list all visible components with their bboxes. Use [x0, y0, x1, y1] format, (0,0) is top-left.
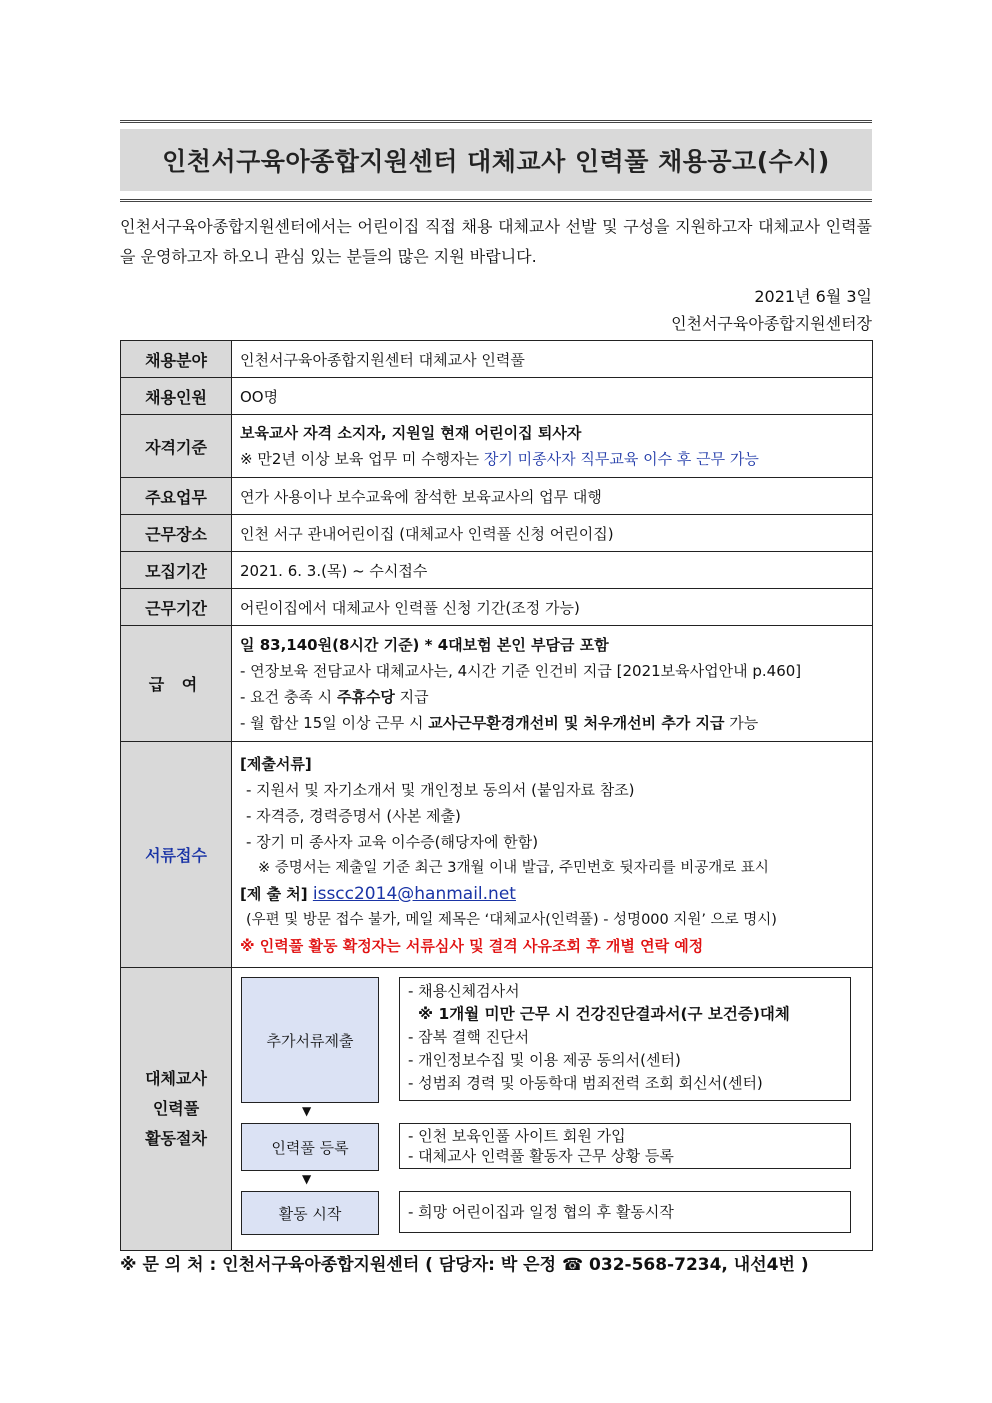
- step-1-detail-2: ※ 1개월 미만 근무 시 건강진단결과서(구 보건증)대체: [418, 1005, 790, 1023]
- qualification-note: [240, 446, 864, 472]
- step-1-name: 추가서류제출: [266, 1031, 354, 1050]
- step-2-detail-2: - 대체교사 인력풀 활동자 근무 상황 등록: [408, 1147, 674, 1165]
- arrow-down-icon: ▼: [302, 1104, 312, 1118]
- salary-weekly-prefix: - 요건 충족 시: [240, 687, 337, 706]
- label-duty: 주요업무: [121, 478, 232, 515]
- value-procedure: [232, 968, 873, 1251]
- row-headcount: [121, 378, 873, 415]
- value-duty: 연가 사용이나 보수교육에 참석한 보육교사의 업무 대행: [232, 478, 873, 515]
- step-2-name: 인력풀 등록: [271, 1138, 349, 1157]
- step-1-detail-1: - 채용신체검사서: [408, 982, 520, 1000]
- salary-bonus-bold: 교사근무환경개선비 및 처우개선비 추가 지급: [428, 713, 725, 732]
- salary-note-extended: - 연장보육 전담교사 대체교사는, 4시간 기준 인건비 지급 [2021보육사업안내 p.460]: [240, 661, 802, 680]
- contact-footer: ※ 문 의 처 : 인천서구육아종합지원센터 ( 담당자: 박 은정 ☎ 032-568-7234, 내선4번 ): [120, 1255, 809, 1275]
- row-duty: [121, 478, 873, 515]
- row-recruit-period: [121, 552, 873, 589]
- step-1-detail-5: - 성범죄 경력 및 아동학대 범죄전력 조회 회신서(센터): [408, 1074, 763, 1092]
- documents-email-link[interactable]: isscc2014@hanmail.net: [312, 883, 516, 904]
- label-work-period: 근무기간: [121, 589, 232, 626]
- label-recruit-period: 모집기간: [121, 552, 232, 589]
- row-procedure: [121, 968, 873, 1251]
- row-qualification: [121, 415, 873, 478]
- value-location: 인천 서구 관내어린이집 (대체교사 인력풀 신청 어린이집): [232, 515, 873, 552]
- salary-main: 일 83,140원(8시간 기준) * 4대보험 본인 부담금 포함: [240, 635, 609, 654]
- salary-note-weekly: [240, 684, 864, 710]
- salary-bonus-suffix: 가능: [724, 713, 759, 732]
- salary-bonus-prefix: - 월 합산 15일 이상 근무 시: [240, 713, 429, 732]
- procedure-label-2: 인력풀: [152, 1099, 200, 1118]
- row-field: [121, 341, 873, 378]
- step-3-name: 활동 시작: [278, 1204, 342, 1223]
- procedure-label-3: 활동절차: [145, 1129, 207, 1148]
- qualification-note-prefix: ※ 만2년 이상 보육 업무 미 수행자는: [240, 450, 484, 468]
- issuing-organization: 인천서구육아종합지원센터장: [671, 314, 872, 333]
- label-headcount: 채용인원: [121, 378, 232, 415]
- documents-item-3: - 장기 미 종사자 교육 이수증(해당자에 한함): [246, 832, 539, 851]
- documents-submit-note: (우편 및 방문 접수 불가, 메일 제목은 ‘대체교사(인력풀) - 성명000 지원’ 으로 명시): [246, 911, 777, 928]
- row-documents: [121, 742, 873, 968]
- procedure-flow: [232, 968, 872, 1250]
- step-2-detail-1: - 인천 보육인풀 사이트 회원 가입: [408, 1127, 626, 1145]
- row-work-period: [121, 589, 873, 626]
- documents-warning: ※ 인력풀 활동 확정자는 서류심사 및 결격 사유조회 후 개별 연락 예정: [240, 936, 704, 955]
- intro-paragraph: 인천서구육아종합지원센터에서는 어린이집 직접 채용 대체교사 선발 및 구성을 지원하고자 대체교사 인력풀을 운영하고자 하오니 관심 있는 분들의 많은 지원 바랍니다.: [120, 217, 872, 266]
- label-location: 근무장소: [121, 515, 232, 552]
- step-2-box: [241, 1123, 379, 1171]
- value-documents: [232, 742, 873, 968]
- step-1-box: [241, 977, 379, 1103]
- title-band: [120, 129, 872, 191]
- procedure-label-1: 대체교사: [145, 1069, 207, 1088]
- label-procedure: [121, 968, 232, 1251]
- label-salary: 급 여: [121, 626, 232, 742]
- salary-weekly-bold: 주휴수당: [336, 687, 395, 706]
- row-salary: [121, 626, 873, 742]
- step-3-detail-1: - 희망 어린이집과 일정 협의 후 활동시작: [408, 1202, 674, 1221]
- salary-weekly-suffix: 지급: [394, 687, 429, 706]
- step-1-detail-4: - 개인정보수집 및 이용 제공 동의서(센터): [408, 1051, 681, 1069]
- documents-item-2: - 자격증, 경력증명서 (사본 제출): [246, 806, 461, 825]
- documents-item-1: - 지원서 및 자기소개서 및 개인정보 동의서 (붙임자료 참조): [246, 780, 635, 799]
- qualification-note-highlight: 장기 미종사자 직무교육 이수 후 근무 가능: [483, 450, 759, 468]
- step-3-box: [241, 1191, 379, 1235]
- label-field: 채용분야: [121, 341, 232, 378]
- title-frame: [120, 120, 872, 202]
- value-qualification: [232, 415, 873, 478]
- documents-note: ※ 증명서는 제출일 기준 최근 3개월 이내 발급, 주민번호 뒷자리를 비공개로 표시: [258, 859, 769, 876]
- recruitment-table: [120, 340, 873, 1251]
- step-1-details: [399, 977, 851, 1101]
- value-field: 인천서구육아종합지원센터 대체교사 인력풀: [232, 341, 873, 378]
- value-headcount: OO명: [232, 378, 873, 415]
- row-location: [121, 515, 873, 552]
- documents-submit: [240, 881, 864, 907]
- step-1-detail-3: - 잠복 결핵 진단서: [408, 1028, 530, 1046]
- salary-note-bonus: [240, 710, 864, 736]
- documents-submit-label: [제 출 처]: [240, 884, 313, 903]
- page-title: 인천서구육아종합지원센터 대체교사 인력풀 채용공고(수시): [162, 147, 830, 176]
- value-recruit-period: 2021. 6. 3.(목) ~ 수시접수: [232, 552, 873, 589]
- arrow-down-icon: ▼: [302, 1172, 312, 1186]
- documents-heading: [제출서류]: [240, 754, 312, 773]
- step-3-details: [399, 1191, 851, 1233]
- notice-date: 2021년 6월 3일: [754, 287, 872, 306]
- step-2-details: [399, 1123, 851, 1169]
- label-qualification: 자격기준: [121, 415, 232, 478]
- qualification-main: 보육교사 자격 소지자, 지원일 현재 어린이집 퇴사자: [240, 424, 582, 442]
- label-documents: 서류접수: [121, 742, 232, 968]
- value-salary: [232, 626, 873, 742]
- value-work-period: 어린이집에서 대체교사 인력풀 신청 기간(조정 가능): [232, 589, 873, 626]
